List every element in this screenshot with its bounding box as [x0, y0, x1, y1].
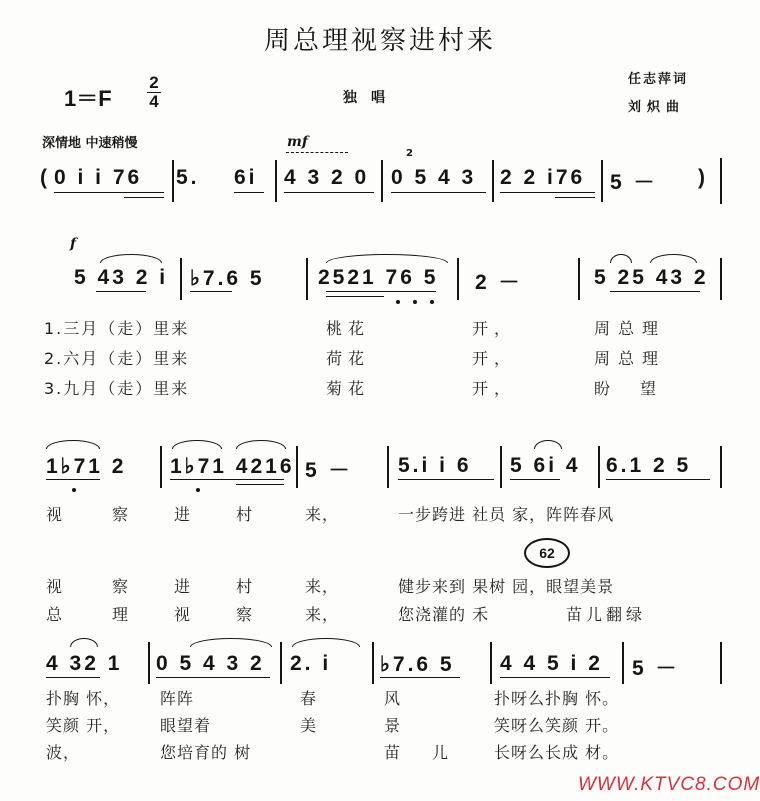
final-verse-phrase: 笑呀么笑颜 开。 [494, 716, 620, 735]
slur [46, 440, 100, 449]
barline [296, 446, 298, 488]
low-octave-dot [413, 300, 417, 304]
staff1-paren: ( [40, 166, 50, 189]
staff1-m7: 5 － [610, 171, 658, 194]
beam [555, 197, 595, 198]
verse2-c: 开， [472, 349, 517, 368]
lyric-char: 村 [236, 577, 254, 596]
final-verse-phrase: 儿 [432, 743, 450, 762]
staff3-m2: 1♭71 4216 [170, 455, 295, 478]
staff3-m5: 5 6i 4 [510, 454, 581, 477]
barline [492, 160, 494, 202]
dynamic-f: f [70, 236, 77, 252]
lyric-char: 来， [305, 577, 340, 596]
barline [720, 642, 722, 684]
staff1-m2: 5. [176, 166, 200, 189]
slur [326, 254, 448, 263]
beam [398, 479, 494, 480]
staff1-m1: 0 i i 76 [54, 166, 143, 189]
key-signature: 1＝F [64, 86, 112, 111]
verse2-b: 荷花 [326, 349, 371, 368]
slur [70, 638, 98, 647]
barline [601, 160, 603, 202]
beam [46, 677, 100, 678]
barline [306, 258, 308, 300]
beam [96, 291, 146, 292]
beam [234, 192, 264, 193]
beam [170, 479, 284, 480]
slur [610, 254, 632, 263]
lyric-phrase: 您浇灌的 禾 [398, 605, 490, 624]
lyric-char: 进 [174, 505, 192, 524]
page-number: 62 [524, 538, 570, 568]
beam [54, 192, 164, 193]
beam [190, 291, 232, 292]
staff4-m5: 4 4 5 i 2 [500, 652, 603, 675]
time-denominator: 4 [149, 92, 159, 111]
beam [606, 479, 710, 480]
slur [172, 440, 222, 449]
staff4-m1: 4 32 1 [46, 652, 123, 675]
staff3-m6: 6.1 2 5 [606, 454, 692, 477]
final-verse-phrase: 阵阵 [160, 689, 195, 708]
barline [372, 642, 374, 684]
dynamic-mf: mf [287, 134, 308, 150]
verse1-d: 周总理 [594, 319, 667, 338]
barline [180, 258, 182, 300]
barline [720, 258, 722, 300]
staff1-m5: 0 5 4 3 [391, 166, 477, 189]
time-numerator: 2 [149, 73, 159, 92]
barline [490, 642, 492, 684]
barline [720, 446, 722, 488]
beam [236, 484, 284, 485]
performance-mode: 独唱 [343, 90, 399, 106]
final-verse-phrase: 风 [384, 689, 402, 708]
lyric-phrase: 健步来到 果树 园，眼望美景 [398, 577, 615, 596]
staff2-m2: ♭7.6 5 [190, 267, 265, 290]
final-verse-phrase: 波， [46, 743, 81, 762]
beam [500, 192, 595, 193]
beam [610, 291, 700, 292]
beam [326, 296, 384, 297]
low-octave-dot [72, 488, 76, 492]
lyric-phrase: 一步跨进 社员 家，阵阵春风 [398, 505, 615, 524]
lyric-char: 进 [174, 577, 192, 596]
barline [381, 160, 383, 202]
lyric-phrase: 苗儿翻绿 [566, 605, 647, 624]
final-verse-phrase: 扑呀么扑胸 怀。 [494, 689, 620, 708]
barline [148, 642, 150, 684]
beam [156, 677, 270, 678]
staff4-m3: 2. i [290, 652, 332, 675]
verse1-b: 桃花 [326, 319, 371, 338]
barline [160, 446, 162, 488]
staff3-m1: 1♭71 2 [46, 455, 127, 478]
final-verse-phrase: 您培育的 树 [160, 743, 252, 762]
barline [172, 160, 174, 202]
staff3-m3: 5 － [305, 459, 353, 482]
beam [326, 291, 436, 292]
lyric-char: 察 [112, 577, 130, 596]
slur [236, 440, 286, 449]
slur [534, 440, 562, 449]
final-verse-phrase: 苗 [384, 743, 402, 762]
barline [500, 446, 502, 488]
time-signature [146, 74, 162, 111]
grace-note: 2 [406, 148, 413, 159]
low-octave-dot [396, 300, 400, 304]
staff2-m1: 5 43 2 i [74, 266, 169, 289]
slur [190, 638, 272, 647]
barline [622, 642, 624, 684]
beam [391, 192, 486, 193]
low-octave-dot [430, 300, 434, 304]
lyric-char: 视 [174, 605, 192, 624]
verse3-b: 菊花 [326, 379, 371, 398]
lyric-char: 理 [112, 605, 130, 624]
tenuto-marks [286, 152, 348, 153]
tempo-marking: 深情地 中速稍慢 [42, 136, 138, 151]
verse2-d: 周总理 [594, 349, 667, 368]
staff4-m4: ♭7.6 5 [380, 653, 455, 676]
staff1-paren-close: ) [698, 166, 708, 189]
beam [46, 479, 100, 480]
beam [284, 192, 374, 193]
verse3-c: 开， [472, 379, 517, 398]
barline [598, 446, 600, 488]
final-verse-phrase: 美 [300, 716, 318, 735]
slur [100, 254, 162, 263]
lyric-char: 察 [236, 605, 254, 624]
final-verse-phrase: 眼望着 [160, 716, 212, 735]
staff4-m2: 0 5 4 3 2 [156, 652, 265, 675]
barline [578, 258, 580, 300]
beam [124, 197, 164, 198]
lyricist-credit: 任志萍词 [628, 72, 689, 87]
lyric-char: 来， [305, 605, 340, 624]
composer-credit: 刘炽曲 [628, 100, 686, 115]
staff2-m4: 2 － [475, 271, 523, 294]
final-verse-phrase: 长呀么长成 材。 [494, 743, 620, 762]
lyric-char: 村 [236, 505, 254, 524]
final-verse-phrase: 春 [300, 689, 318, 708]
beam [380, 677, 460, 678]
final-verse-phrase: 扑胸 怀， [46, 689, 121, 708]
staff1-m6: 2 2 i76 [500, 166, 586, 189]
lyric-char: 视 [46, 577, 64, 596]
staff1-m4: 4 3 2 0 [284, 166, 370, 189]
barline [457, 258, 459, 300]
final-verse-phrase: 景 [384, 716, 402, 735]
barline [720, 158, 722, 204]
lyric-char: 察 [112, 505, 130, 524]
beam [500, 677, 610, 678]
low-octave-dot [196, 488, 200, 492]
final-verse-phrase: 笑颜 开， [46, 716, 121, 735]
staff4-m6: 5 － [632, 657, 680, 680]
slur [292, 638, 360, 647]
barline [275, 160, 277, 202]
verse1-a: 1.三月（走）里来 [44, 319, 190, 338]
verse1-c: 开， [472, 319, 517, 338]
barline [280, 642, 282, 684]
song-title: 周总理视察进村来 [263, 26, 496, 56]
verse2-a: 2.六月（走）里来 [44, 349, 190, 368]
staff3-m4: 5.i i 6 [398, 454, 472, 477]
barline [387, 446, 389, 488]
lyric-char: 总 [46, 605, 64, 624]
watermark: WWW.KTVC8.COM [578, 774, 760, 795]
staff2-m5: 5 25 43 2 [594, 266, 709, 289]
verse3-d: 盼望 [594, 379, 687, 398]
beam [510, 479, 560, 480]
staff1-m3: 6i [234, 166, 258, 189]
lyric-char: 来， [305, 505, 340, 524]
slur [650, 254, 697, 263]
staff2-m3: 2521 76 5 [318, 266, 439, 289]
lyric-char: 视 [46, 505, 64, 524]
verse3-a: 3.九月（走）里来 [44, 379, 190, 398]
